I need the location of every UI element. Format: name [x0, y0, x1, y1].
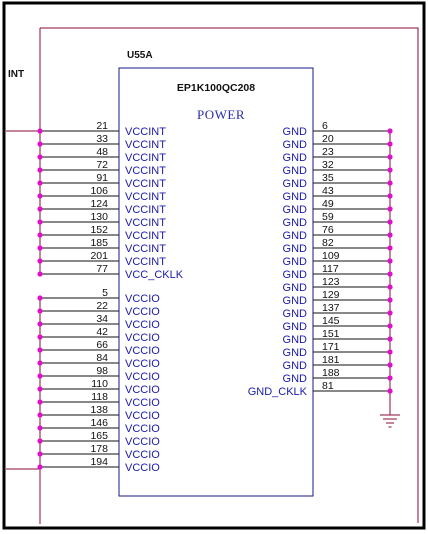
pin-name: VCCIO — [125, 345, 160, 357]
pin-name: VCCIO — [125, 319, 160, 331]
pin-name: GND — [282, 152, 307, 164]
junction-dot — [37, 425, 42, 430]
pin-number: 201 — [90, 250, 108, 262]
pin-number: 91 — [96, 172, 108, 184]
pin-number: 82 — [322, 237, 334, 249]
pin-name: VCCIO — [125, 423, 160, 435]
junction-dot — [37, 295, 42, 300]
junction-dot — [37, 360, 42, 365]
pin-name: GND — [282, 178, 307, 190]
pin-number: 35 — [322, 172, 334, 184]
junction-dot — [37, 347, 42, 352]
junction-dot — [387, 349, 392, 354]
pin-number: 98 — [96, 365, 108, 377]
junction-dot — [37, 245, 42, 250]
junction-dot — [37, 193, 42, 198]
component-section-label: POWER — [197, 107, 245, 122]
pin-number: 146 — [90, 417, 108, 429]
junction-dot — [387, 193, 392, 198]
pin-number: 171 — [322, 341, 340, 353]
pin-name: GND — [282, 308, 307, 320]
pin-number: 84 — [96, 352, 108, 364]
pin-name: VCCIO — [125, 462, 160, 474]
junction-dot — [37, 334, 42, 339]
pin-number: 5 — [102, 287, 108, 299]
pin-number: 123 — [322, 276, 340, 288]
pin-number: 109 — [322, 250, 340, 262]
pin-number: 151 — [322, 328, 340, 340]
pin-name: VCCIO — [125, 332, 160, 344]
pin-number: 49 — [322, 198, 334, 210]
pin-number: 72 — [96, 159, 108, 171]
pin-name: GND — [282, 295, 307, 307]
pin-name: VCCIO — [125, 306, 160, 318]
pin-number: 20 — [322, 133, 334, 145]
pin-number: 138 — [90, 404, 108, 416]
junction-dot — [37, 464, 42, 469]
pin-name: VCCIO — [125, 293, 160, 305]
junction-dot — [387, 206, 392, 211]
junction-dot — [37, 386, 42, 391]
pin-name: GND — [282, 191, 307, 203]
pin-name: GND — [282, 230, 307, 242]
pin-number: 145 — [322, 315, 340, 327]
pin-name: VCCIO — [125, 371, 160, 383]
junction-dot — [387, 232, 392, 237]
junction-dot — [387, 154, 392, 159]
pin-name: VCCINT — [125, 217, 166, 229]
junction-dot — [37, 141, 42, 146]
pin-name: GND — [282, 217, 307, 229]
junction-dot — [37, 412, 42, 417]
junction-dot — [37, 219, 42, 224]
junction-dot — [387, 128, 392, 133]
pin-row — [248, 380, 393, 398]
pin-name: VCC_CKLK — [125, 269, 184, 281]
junction-dot — [37, 271, 42, 276]
junction-dot — [387, 336, 392, 341]
pin-name: VCCIO — [125, 449, 160, 461]
junction-dot — [387, 362, 392, 367]
pin-name: GND — [282, 373, 307, 385]
pin-number: 110 — [91, 378, 108, 390]
pin-name: GND — [282, 243, 307, 255]
pin-number: 59 — [322, 211, 334, 223]
junction-dot — [387, 258, 392, 263]
pin-number: 130 — [90, 211, 108, 223]
junction-dot — [37, 373, 42, 378]
junction-dot — [37, 321, 42, 326]
pin-name: VCCINT — [125, 139, 166, 151]
junction-dot — [37, 154, 42, 159]
net-label: INT — [8, 69, 25, 80]
pin-name: VCCINT — [125, 230, 166, 242]
junction-dot — [387, 297, 392, 302]
junction-dot — [387, 310, 392, 315]
pin-name: GND — [282, 269, 307, 281]
pin-number: 81 — [322, 380, 334, 392]
junction-dot — [37, 128, 42, 133]
junction-dot — [387, 180, 392, 185]
pin-name: GND — [282, 347, 307, 359]
pin-name: GND — [282, 126, 307, 138]
pin-name: VCCIO — [125, 410, 160, 422]
pin-number: 33 — [96, 133, 108, 145]
pin-name: GND — [282, 334, 307, 346]
pin-number: 76 — [322, 224, 334, 236]
pin-name: VCCINT — [125, 165, 166, 177]
pin-name: VCCINT — [125, 204, 166, 216]
pin-number: 32 — [322, 159, 334, 171]
pin-number: 137 — [322, 302, 340, 314]
vccio-pin-group — [37, 287, 160, 474]
ground-symbol-icon — [380, 415, 400, 427]
pin-number: 22 — [96, 300, 108, 312]
pin-number: 117 — [322, 263, 339, 275]
component-part-number: EP1K100QC208 — [176, 82, 256, 94]
pin-number: 194 — [90, 456, 108, 468]
pin-name: GND — [282, 165, 307, 177]
junction-dot — [37, 258, 42, 263]
pin-name: VCCINT — [125, 126, 166, 138]
pin-name: VCCINT — [125, 191, 166, 203]
pin-name: VCCIO — [125, 358, 160, 370]
pin-name: VCCINT — [125, 243, 166, 255]
junction-dot — [387, 245, 392, 250]
junction-dot — [37, 438, 42, 443]
pin-row — [283, 120, 393, 138]
pin-number: 21 — [96, 120, 108, 132]
component-refdes: U55A — [127, 50, 153, 61]
pin-number: 42 — [96, 326, 108, 338]
pin-number: 77 — [96, 263, 108, 275]
pin-name: VCCINT — [125, 178, 166, 190]
vccint-pin-group — [37, 120, 183, 281]
junction-dot — [387, 375, 392, 380]
pin-number: 118 — [91, 391, 108, 403]
pin-number: 6 — [322, 120, 328, 132]
pin-name: VCCIO — [125, 397, 160, 409]
junction-dot — [37, 451, 42, 456]
junction-dot — [387, 271, 392, 276]
gnd-pin-group — [248, 120, 393, 398]
pin-name: GND — [282, 282, 307, 294]
junction-dot — [37, 206, 42, 211]
junction-dot — [387, 323, 392, 328]
pin-number: 66 — [96, 339, 108, 351]
pin-number: 106 — [90, 185, 108, 197]
pin-name: VCCINT — [125, 152, 166, 164]
junction-dot — [387, 388, 392, 393]
pin-number: 23 — [322, 146, 334, 158]
junction-dot — [387, 284, 392, 289]
junction-dot — [387, 219, 392, 224]
junction-dot — [387, 141, 392, 146]
pin-name: GND — [282, 321, 307, 333]
pin-number: 48 — [96, 146, 108, 158]
pin-number: 43 — [322, 185, 334, 197]
pin-number: 129 — [322, 289, 340, 301]
pin-name: GND — [282, 204, 307, 216]
pin-number: 188 — [322, 367, 340, 379]
pin-number: 34 — [96, 313, 108, 325]
pin-name: GND_CKLK — [247, 386, 307, 398]
pin-name: VCCINT — [125, 256, 166, 268]
pin-name: GND — [282, 256, 307, 268]
pin-number: 178 — [90, 443, 108, 455]
junction-dot — [37, 399, 42, 404]
pin-number: 165 — [90, 430, 108, 442]
junction-dot — [37, 232, 42, 237]
pin-name: VCCIO — [125, 384, 160, 396]
pin-number: 181 — [322, 354, 340, 366]
junction-dot — [37, 180, 42, 185]
pin-number: 124 — [90, 198, 108, 210]
pin-number: 185 — [90, 237, 108, 249]
pin-name: GND — [282, 139, 307, 151]
pin-name: GND — [282, 360, 307, 372]
junction-dot — [387, 167, 392, 172]
junction-dot — [37, 308, 42, 313]
junction-dot — [37, 167, 42, 172]
pin-number: 152 — [90, 224, 108, 236]
pin-name: VCCIO — [125, 436, 160, 448]
